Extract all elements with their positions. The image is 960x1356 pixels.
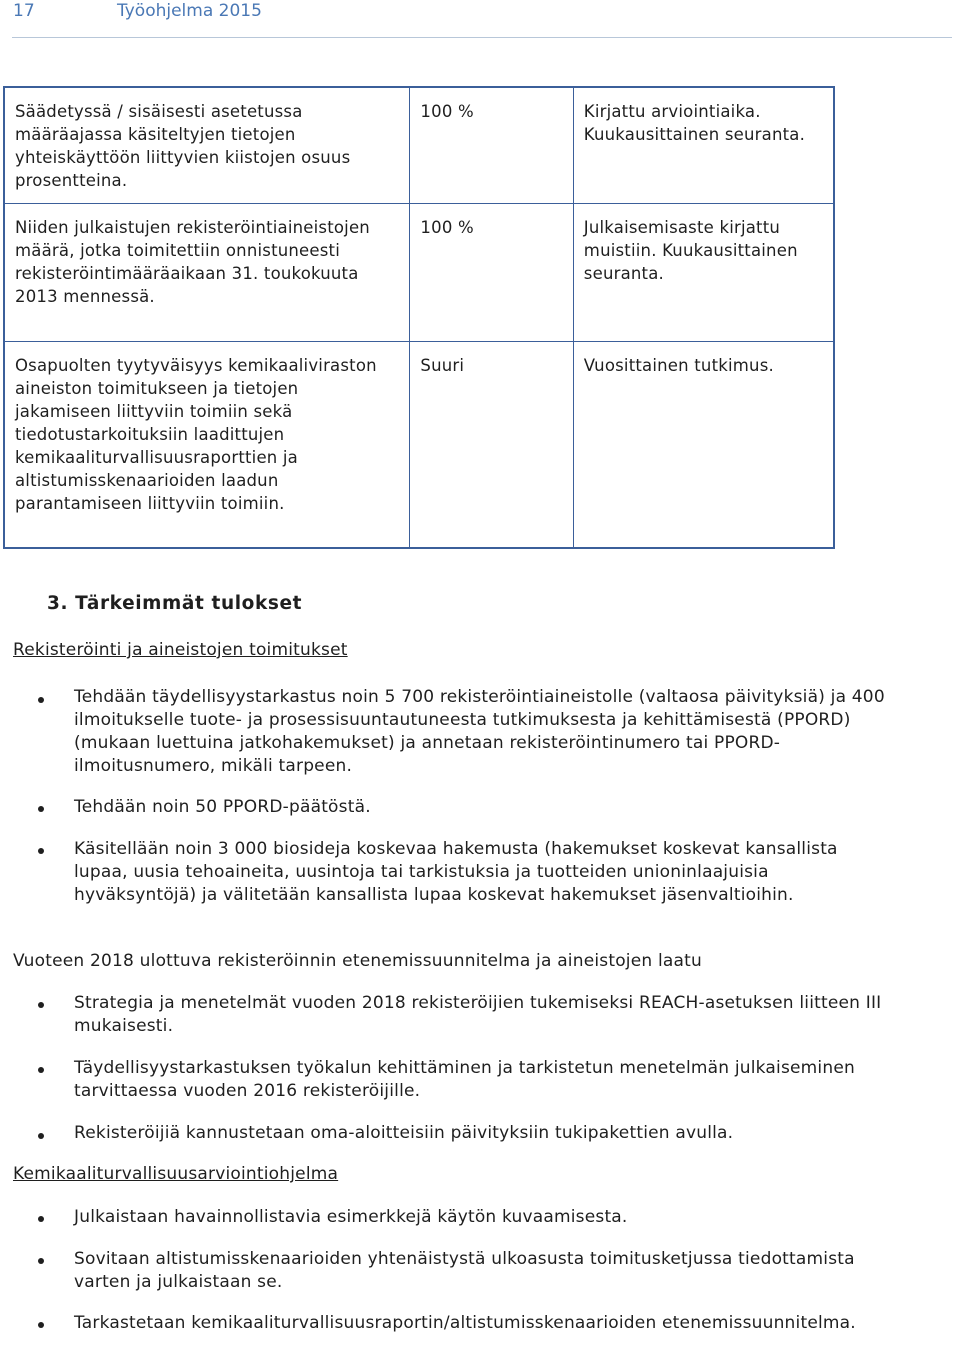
bullet-dot-icon — [38, 1133, 44, 1139]
indicator-cell: Osapuolten tyytyväisyys kemikaaliviraston aineiston toimitukseen ja tietojen jakamiseen liittyviin toimiin sekä tiedotustarkoituksiin laadittujen kemikaaliturvallisuusraporttien ja altistumisskenaarioiden laadun parantamiseen liittyviin toimiin. — [4, 342, 410, 549]
subsection-title: Vuoteen 2018 ulottuva rekisteröinnin etenemissuunnitelma ja aineistojen laatu — [13, 951, 702, 971]
list-item: Strategia ja menetelmät vuoden 2018 rekisteröijien tukemiseksi REACH-asetuksen liitteen III mukaisesti. — [74, 993, 882, 1036]
bullet-dot-icon — [38, 848, 44, 854]
list-item: Tarkastetaan kemikaaliturvallisuusraportin/altistumisskenaarioiden etenemissuunnitelma. — [74, 1313, 856, 1333]
list-item: Rekisteröijiä kannustetaan oma-aloitteisiin päivityksiin tukipakettien avulla. — [74, 1123, 734, 1143]
method-cell: Vuosittainen tutkimus. — [573, 342, 834, 549]
target-cell: 100 % — [410, 204, 573, 342]
indicator-cell: Säädetyssä / sisäisesti asetetussa määräajassa käsiteltyjen tietojen yhteiskäyttöön liittyvien kiistojen osuus prosentteina. — [4, 87, 410, 204]
section-heading: 3. Tärkeimmät tulokset — [47, 593, 303, 614]
subsection-title: Rekisteröinti ja aineistojen toimitukset — [13, 640, 348, 660]
list-item: Täydellisyystarkastuksen työkalun kehittäminen ja tarkistetun menetelmän julkaiseminen tarvittaessa vuoden 2016 rekisteröijille. — [74, 1058, 855, 1101]
header-rule — [12, 37, 952, 38]
indicator-table — [3, 86, 835, 549]
page-header — [0, 0, 960, 38]
method-cell: Julkaisemisaste kirjattu muistiin. Kuukausittainen seuranta. — [573, 204, 834, 342]
document-title: Työohjelma 2015 — [117, 1, 262, 21]
method-cell: Kirjattu arviointiaika. Kuukausittainen seuranta. — [573, 87, 834, 204]
page-number: 17 — [13, 1, 35, 21]
target-cell: Suuri — [410, 342, 573, 549]
list-item: Tehdään noin 50 PPORD-päätöstä. — [74, 797, 371, 817]
bullet-dot-icon — [38, 1322, 44, 1328]
list-item: Tehdään täydellisyystarkastus noin 5 700 rekisteröintiaineistolle (valtaosa päivityksiä) ja 400 ilmoitukselle tuote- ja prosessisuuntautuneesta tutkimuksesta ja kehittämisestä (PPORD) (mukaan luettuina jatkohakemukset) ja annetaan rekisteröintinumero tai PPORD-ilmoitusnumero, mikäli tarpeen. — [74, 687, 885, 776]
list-item: Julkaistaan havainnollistavia esimerkkejä käytön kuvaamisesta. — [74, 1207, 628, 1227]
list-item: Sovitaan altistumisskenaarioiden yhtenäistystä ulkoasusta toimitusketjussa tiedottamista varten ja julkaistaan se. — [74, 1249, 855, 1292]
bullet-dot-icon — [38, 1216, 44, 1222]
bullet-dot-icon — [38, 1067, 44, 1073]
bullet-dot-icon — [38, 806, 44, 812]
subsection-title: Kemikaaliturvallisuusarviointiohjelma — [13, 1164, 339, 1184]
list-item: Käsitellään noin 3 000 biosideja koskevaa hakemusta (hakemukset koskevat kansallista lupaa, uusia tehoaineita, uusintoja tai tarkistuksia ja tuotteiden unioninlaajuisia hyväksyntöjä) ja välitetään kansallista lupaa koskevat hakemukset jäsenvaltioihin. — [74, 839, 838, 905]
table-row — [4, 342, 834, 549]
bullet-dot-icon — [38, 1258, 44, 1264]
bullet-dot-icon — [38, 697, 44, 703]
bullet-dot-icon — [38, 1002, 44, 1008]
indicator-cell: Niiden julkaistujen rekisteröintiaineistojen määrä, jotka toimitettiin onnistuneesti rekisteröintimääräaikaan 31. toukokuuta 2013 mennessä. — [4, 204, 410, 342]
table-row — [4, 204, 834, 342]
target-cell: 100 % — [410, 87, 573, 204]
table-row — [4, 87, 834, 204]
